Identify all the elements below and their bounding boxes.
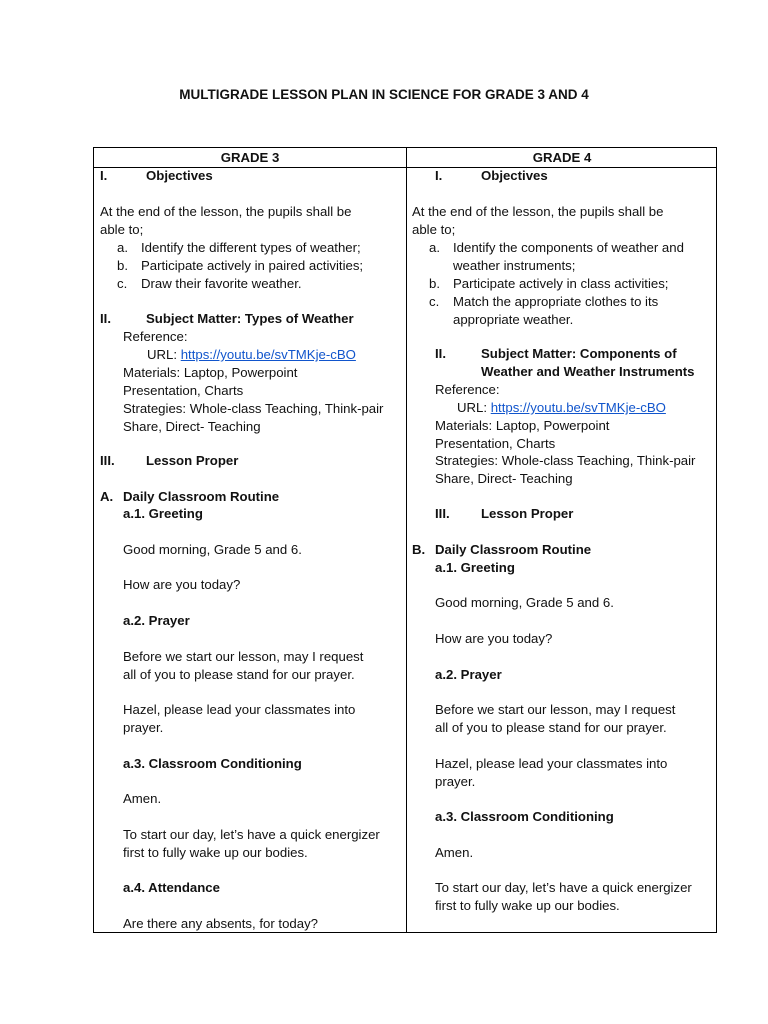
strategies: Strategies: Whole-class Teaching, Think-pair (123, 401, 384, 416)
conditioning-heading: a.3. Classroom Conditioning (123, 756, 302, 771)
prayer-leader: Hazel, please lead your classmates into (123, 702, 356, 717)
greeting-question: How are you today? (123, 577, 241, 592)
objectives-heading: Objectives (146, 168, 213, 183)
reference-label: Reference: (435, 382, 500, 397)
lesson-proper-number: III. (100, 453, 115, 468)
url-line (457, 399, 666, 417)
objective-a-marker: a. (429, 240, 440, 255)
url-label: URL: (147, 347, 181, 362)
objective-b: Participate actively in class activities; (453, 276, 669, 291)
prayer-text-cont: all of you to please stand for our prayer. (123, 667, 355, 682)
objectives-number: I. (100, 168, 108, 183)
objectives-intro-cont: able to; (100, 222, 144, 237)
objectives-number: I. (435, 168, 443, 183)
grade4-column (407, 168, 717, 932)
prayer-text: Before we start our lesson, may I request (435, 702, 676, 717)
reference-url-link[interactable]: https://youtu.be/svTMKje-cBO (490, 400, 666, 415)
prayer-text: Before we start our lesson, may I request (123, 649, 364, 664)
routine-letter: B. (412, 542, 426, 557)
grade3-column (94, 168, 406, 932)
strategies-cont: Share, Direct- Teaching (123, 419, 261, 434)
routine-letter: A. (100, 489, 114, 504)
energizer-text-cont: first to fully wake up our bodies. (435, 898, 620, 913)
prayer-leader-cont: prayer. (435, 774, 476, 789)
materials-cont: Presentation, Charts (123, 383, 244, 398)
subject-matter-heading: Subject Matter: Types of Weather (146, 311, 354, 326)
prayer-heading: a.2. Prayer (123, 613, 190, 628)
amen-text: Amen. (435, 845, 474, 860)
objective-a: Identify the components of weather and (453, 240, 684, 255)
energizer-text-cont: first to fully wake up our bodies. (123, 845, 308, 860)
objective-b-marker: b. (117, 258, 128, 273)
page-title: MULTIGRADE LESSON PLAN IN SCIENCE FOR GRADE 3 AND 4 (179, 87, 589, 102)
energizer-text: To start our day, let’s have a quick energizer (123, 827, 380, 842)
objective-c: Match the appropriate clothes to its (453, 294, 659, 309)
url-label: URL: (457, 400, 491, 415)
materials-cont: Presentation, Charts (435, 436, 556, 451)
objective-b: Participate actively in paired activities; (141, 258, 364, 273)
energizer-text: To start our day, let’s have a quick energizer (435, 880, 692, 895)
greeting-heading: a.1. Greeting (123, 506, 203, 521)
materials: Materials: Laptop, Powerpoint (435, 418, 610, 433)
reference-label: Reference: (123, 329, 188, 344)
objective-a: Identify the different types of weather; (141, 240, 361, 255)
objective-a-cont: weather instruments; (453, 258, 576, 273)
objective-c-marker: c. (429, 294, 440, 309)
attendance-heading: a.4. Attendance (123, 880, 220, 895)
subject-matter-heading: Subject Matter: Components of (481, 346, 677, 361)
lesson-proper-number: III. (435, 506, 450, 521)
strategies-cont: Share, Direct- Teaching (435, 471, 573, 486)
objectives-intro-cont: able to; (412, 222, 456, 237)
grade4-column-header: GRADE 4 (532, 150, 592, 165)
lesson-proper-heading: Lesson Proper (481, 506, 574, 521)
prayer-heading: a.2. Prayer (435, 667, 502, 682)
url-line (147, 346, 356, 364)
objectives-intro: At the end of the lesson, the pupils shall be (100, 204, 352, 219)
subject-matter-number: II. (100, 311, 111, 326)
attendance-question: Are there any absents, for today? (123, 916, 318, 931)
objectives-heading: Objectives (481, 168, 548, 183)
objectives-intro: At the end of the lesson, the pupils shall be (412, 204, 664, 219)
grade3-column-header: GRADE 3 (220, 150, 280, 165)
subject-matter-number: II. (435, 346, 446, 361)
lesson-proper-heading: Lesson Proper (146, 453, 239, 468)
objective-c: Draw their favorite weather. (141, 276, 302, 291)
objective-b-marker: b. (429, 276, 440, 291)
greeting-question: How are you today? (435, 631, 553, 646)
routine-heading: Daily Classroom Routine (123, 489, 280, 504)
prayer-text-cont: all of you to please stand for our prayer. (435, 720, 667, 735)
prayer-leader: Hazel, please lead your classmates into (435, 756, 668, 771)
objective-a-marker: a. (117, 240, 128, 255)
strategies: Strategies: Whole-class Teaching, Think-pair (435, 453, 696, 468)
prayer-leader-cont: prayer. (123, 720, 164, 735)
objective-c-cont: appropriate weather. (453, 312, 574, 327)
greeting-text: Good morning, Grade 5 and 6. (123, 542, 302, 557)
greeting-text: Good morning, Grade 5 and 6. (435, 595, 614, 610)
subject-matter-heading-cont: Weather and Weather Instruments (481, 364, 695, 379)
amen-text: Amen. (123, 791, 162, 806)
conditioning-heading: a.3. Classroom Conditioning (435, 809, 614, 824)
reference-url-link[interactable]: https://youtu.be/svTMKje-cBO (180, 347, 356, 362)
routine-heading: Daily Classroom Routine (435, 542, 592, 557)
greeting-heading: a.1. Greeting (435, 560, 515, 575)
materials: Materials: Laptop, Powerpoint (123, 365, 298, 380)
lesson-plan-table (93, 147, 717, 933)
objective-c-marker: c. (117, 276, 128, 291)
